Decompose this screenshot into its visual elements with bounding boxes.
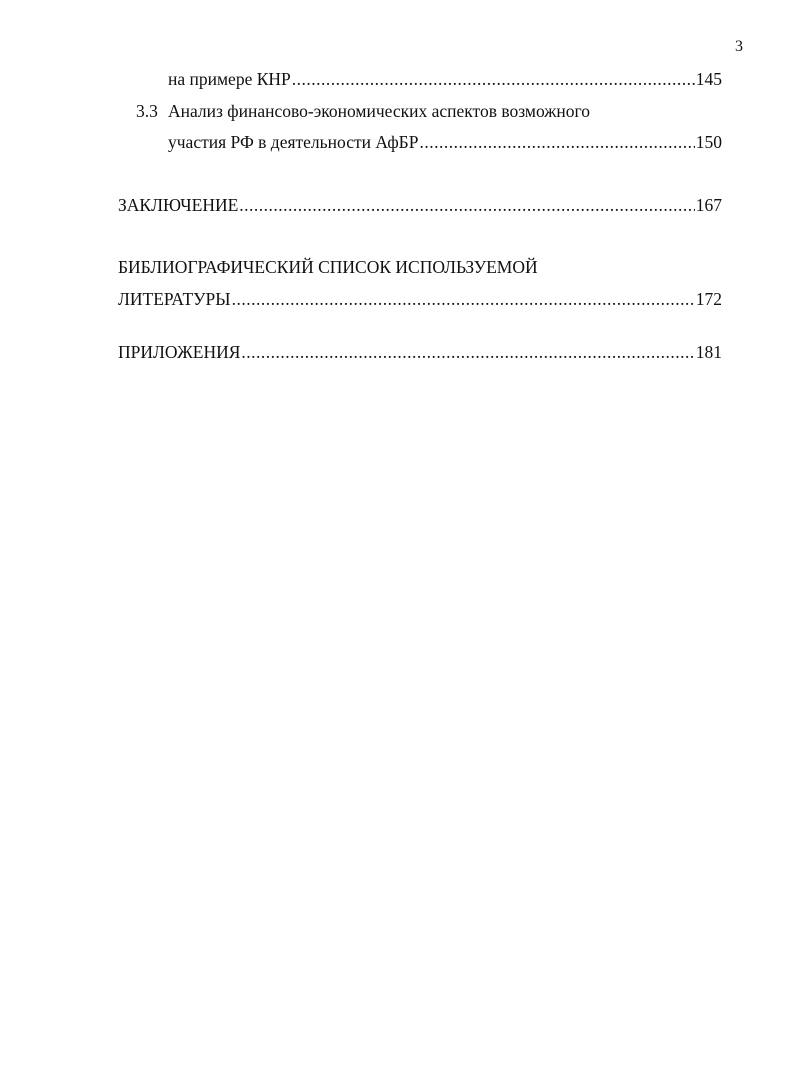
toc-entry-page: 181 (695, 342, 722, 362)
toc-entry-3-2-continuation (168, 68, 722, 90)
toc-entry-label: БИБЛИОГРАФИЧЕСКИЙ СПИСОК ИСПОЛЬЗУЕМОЙ (118, 257, 538, 277)
page-number: 3 (735, 38, 743, 55)
dot-leader (241, 341, 694, 363)
toc-entry-page: 172 (695, 289, 722, 309)
toc-entry-label: ЗАКЛЮЧЕНИЕ (118, 195, 239, 215)
toc-entry-page: 150 (695, 132, 722, 152)
toc-entry-bibliography-line2 (118, 288, 722, 310)
toc-entry-label: ПРИЛОЖЕНИЯ (118, 342, 241, 362)
toc-entry-label: участия РФ в деятельности АфБР (168, 132, 419, 152)
toc-entry-label: на примере КНР (168, 69, 291, 89)
toc-entry-3-3 (136, 100, 722, 122)
dot-leader (419, 131, 694, 153)
dot-leader (239, 194, 694, 216)
toc-entry-appendices (118, 341, 722, 363)
dot-leader (292, 68, 695, 90)
toc-entry-page: 167 (695, 195, 722, 215)
toc-entry-label: Анализ финансово-экономических аспектов возможного (168, 101, 590, 121)
toc-entry-conclusion (118, 194, 722, 216)
toc-entry-3-3-line2 (168, 131, 722, 153)
toc-entry-number: 3.3 (136, 101, 158, 121)
toc-entry-bibliography (118, 256, 722, 278)
dot-leader (232, 288, 695, 310)
toc-entry-label: ЛИТЕРАТУРЫ (118, 289, 231, 309)
toc-entry-page: 145 (695, 69, 722, 89)
